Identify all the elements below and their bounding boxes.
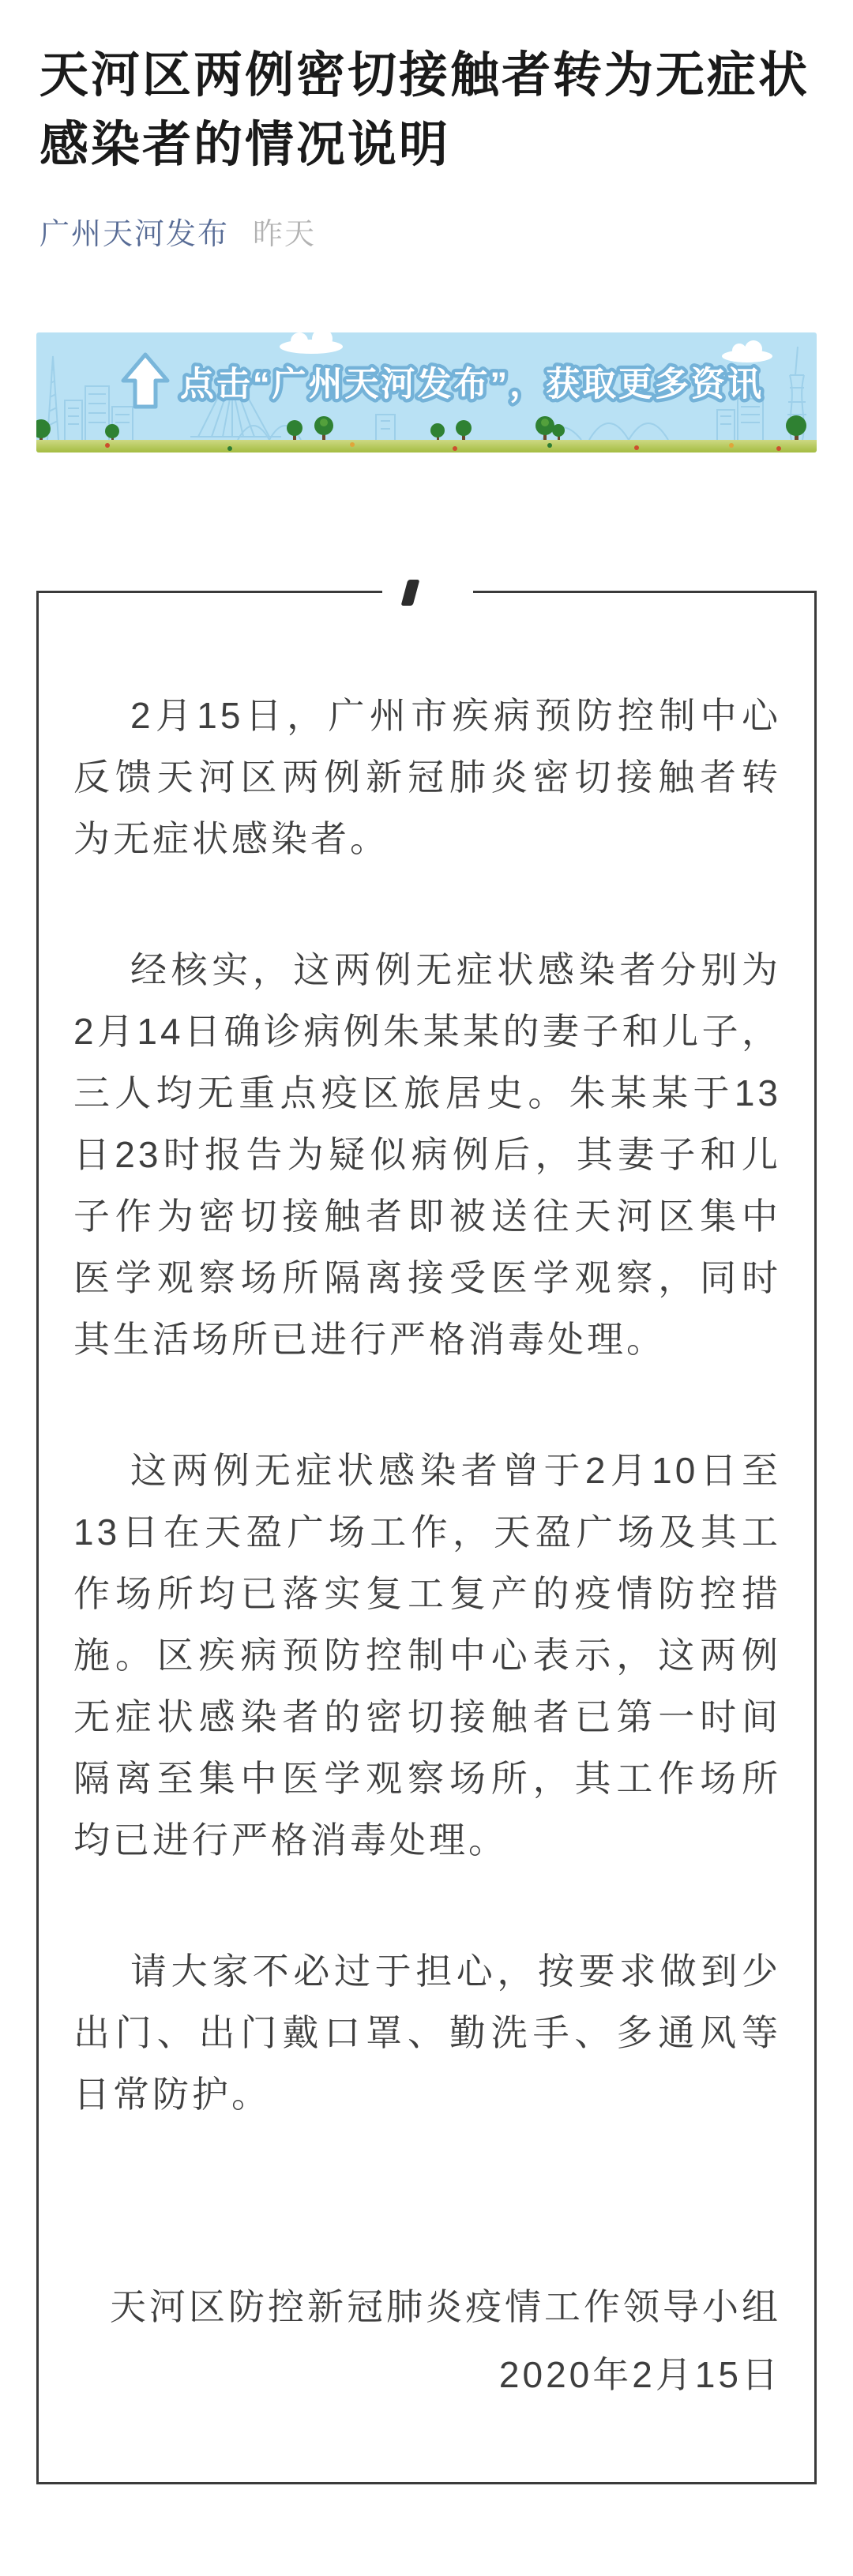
publish-time: 昨天 xyxy=(253,218,317,251)
paragraph: 请大家不必过于担心，按要求做到少出门、出门戴口罩、勤洗手、多通风等日常防护。 xyxy=(73,1951,781,2115)
article-page xyxy=(0,41,853,2484)
publisher-link[interactable]: 广州天河发布 xyxy=(39,218,230,251)
promo-banner-illustration xyxy=(36,332,817,452)
paragraph: 2月15日，广州市疾病预防控制中心反馈天河区两例新冠肺炎密切接触者转为无症状感染者。 xyxy=(73,695,781,859)
statement-box xyxy=(36,591,817,2484)
banner-grass xyxy=(36,440,817,452)
promo-banner[interactable] xyxy=(36,332,817,452)
banner-caption: 点击“广州天河发布”，获取更多资讯 xyxy=(180,366,764,404)
paragraph: 这两例无症状感染者曾于2月10日至13日在天盈广场工作，天盈广场及其工作场所均已落实复工复产的疫情防控措施。区疾病预防控制中心表示，这两例无症状感染者的密切接触者已第一时间隔离至集中医学观察场所，其工作场所均已进行严格消毒处理。 xyxy=(73,1450,781,1861)
signature-name: 天河区防控新冠肺炎疫情工作领导小组 xyxy=(110,2286,781,2327)
paragraph: 经核实，这两例无症状感染者分别为2月14日确诊病例朱某某的妻子和儿子，三人均无重点疫区旅居史。朱某某于13日23时报告为疑似病例后，其妻子和儿子作为密切接触者即被送往天河区集中医学观察场所隔离接受医学观察，同时其生活场所已进行严格消毒处理。 xyxy=(73,949,781,1360)
signature-block xyxy=(73,2276,781,2405)
page-title: 天河区两例密切接触者转为无症状感染者的情况说明 xyxy=(39,48,810,172)
article-meta xyxy=(39,216,814,253)
signature-date: 2020年2月15日 xyxy=(498,2354,781,2395)
article-body xyxy=(73,685,781,2125)
border-gap xyxy=(382,591,473,593)
